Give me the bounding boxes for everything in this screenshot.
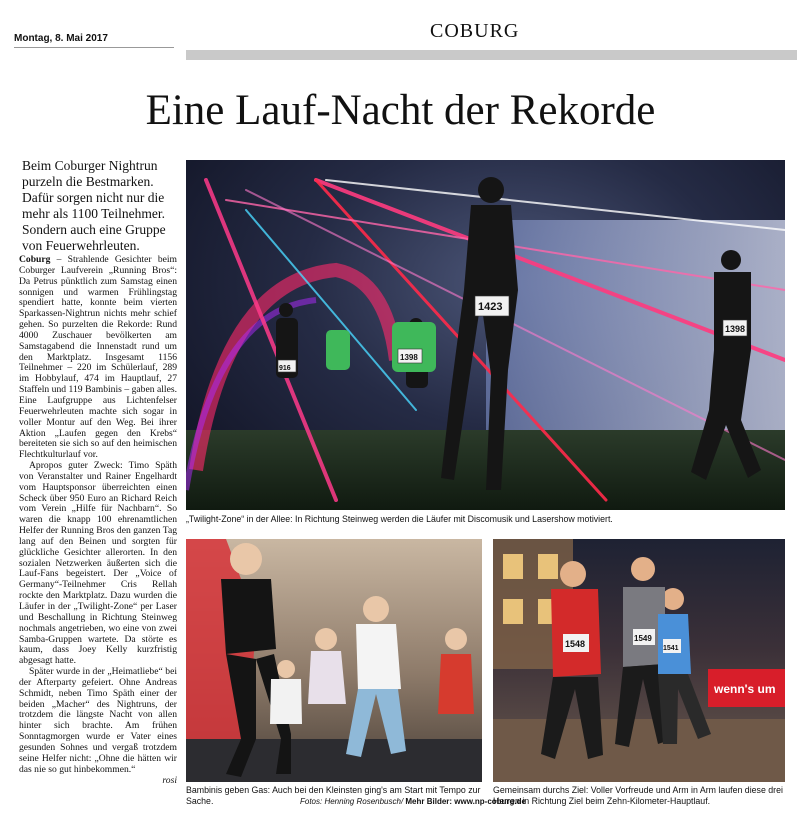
article-lead: Beim Coburger Nightrun purzeln die Bestmarken. Dafür sorgen nicht nur die mehr als 1100 Teilnehmer. Sondern auch eine Gruppe von Feuerwehrleuten. (22, 158, 166, 253)
header-rule-left (14, 47, 174, 48)
caption-twilight-zone: „Twilight-Zone“ in der Allee: In Richtung Steinweg werden die Läufer mit Discomusik und Lasershow motiviert. (186, 514, 613, 524)
bib-number: 1398 (400, 353, 418, 362)
caption-bambinis: Bambinis geben Gas: Auch bei den Kleinsten ging's am Start mit Tempo zur Sache. (186, 785, 481, 806)
author-signature: rosi (162, 774, 177, 786)
photo-finish-illustration (493, 539, 785, 782)
bib-number: 1549 (634, 634, 652, 643)
bib-number: 1548 (565, 639, 586, 649)
photo-bambinis-illustration (186, 539, 482, 782)
bib-number: 1398 (725, 324, 746, 334)
section-title: COBURG (430, 20, 520, 42)
photo-twilight-zone-illustration (186, 160, 785, 510)
body-paragraph-3: Später wurde in der „Heimatliebe“ bei der Afterparty gefeiert. Ohne Andreas Schmidt, neben Timo Späth einer der beiden „Macher“ des Nightruns, der trotzdem die längste Nacht von allen hinter sich brachte. Am frühen Sonntagmorgen wurde er Vater eines gesunden Sohnes und vergaß trotzdem seine Helfer nicht: „Ohne die hätten wir das nie so gut hinbekommen.“ rosi (19, 666, 177, 786)
photo-twilight-zone (186, 160, 785, 510)
photo-bambinis (186, 539, 482, 782)
bib-number: 916 (279, 365, 291, 372)
body-paragraph-2: Apropos guter Zweck: Timo Späth von Veranstalter und Rainer Engelhardt vom Hauptsponsor überreichten einen Scheck über 950 Euro an Richard Reich vom Verein „Hilfe für Nachbarn“. So waren die knapp 100 ehrenamtlichen Helfer der Running Bros den ganzen Tag lang auf den Beinen und sorgten für glückliche Gesichter allerorten. In den sozialen Netzwerken äußerten sich die Lauf-Fans begeistert. Der „Voice of Germany“-Teilnehmer Cris Rellah rockte den Marktplatz. Dazu wurden die Läufer in der „Twilight-Zone“ per Laser und Beschallung in Richtung Steinweg nochmals angetrieben, wo eine von zwei Samba-Gruppen wartete. Da störte es kaum, dass Joey Kelly kurzfristig abgesagt hatte. (19, 460, 177, 667)
dateline: Coburg (19, 254, 51, 265)
article-body (19, 255, 177, 786)
bib-number: 1423 (478, 301, 503, 313)
body-paragraph-1: Coburg – Strahlende Gesichter beim Coburger Laufverein „Running Bros“: Da Petrus pünktlich zum Samstag einen sonnigen und warmen Frühlingstag spendiert hatte, konnte beim vierten Sparkassen-Nightrun nichts mehr schief gehen. So purzelten die Rekorde: Rund 4000 Zuschauer bevölkerten am Samstagabend die Innenstadt rund um den Marktplatz. Insgesamt 1156 Teilnehmer – 220 im Schülerlauf, 289 im Hobbylauf, 474 im Hauptlauf, 27 Staffeln und 119 Bambinis – gaben alles. Eine Laufgruppe aus Lichtenfelser Feuerwehrleuten machte sich sogar in voller Montur auf den Weg. Bei ihrer Aktion „Laufen gegen den Krebs“ bereiteten sie sich so auf den heimischen Flechtkulturlauf vor. (19, 254, 177, 461)
photo-credit: Fotos: Henning Rosenbusch/ Mehr Bilder: www.np-coburg.de (300, 797, 526, 806)
article-headline: Eine Lauf-Nacht der Rekorde (145, 87, 656, 134)
caption-finish: Gemeinsam durchs Ziel: Voller Vorfreude und Arm in Arm laufen diese drei Herren in Richtung Ziel beim Zehn-Kilometer-Hauptlauf. (493, 785, 783, 806)
bib-number: 1541 (663, 645, 679, 652)
photo-finish (493, 539, 785, 782)
header-rule (186, 50, 797, 60)
issue-date: Montag, 8. Mai 2017 (14, 33, 108, 44)
banner-text: wenn's um (714, 682, 776, 696)
